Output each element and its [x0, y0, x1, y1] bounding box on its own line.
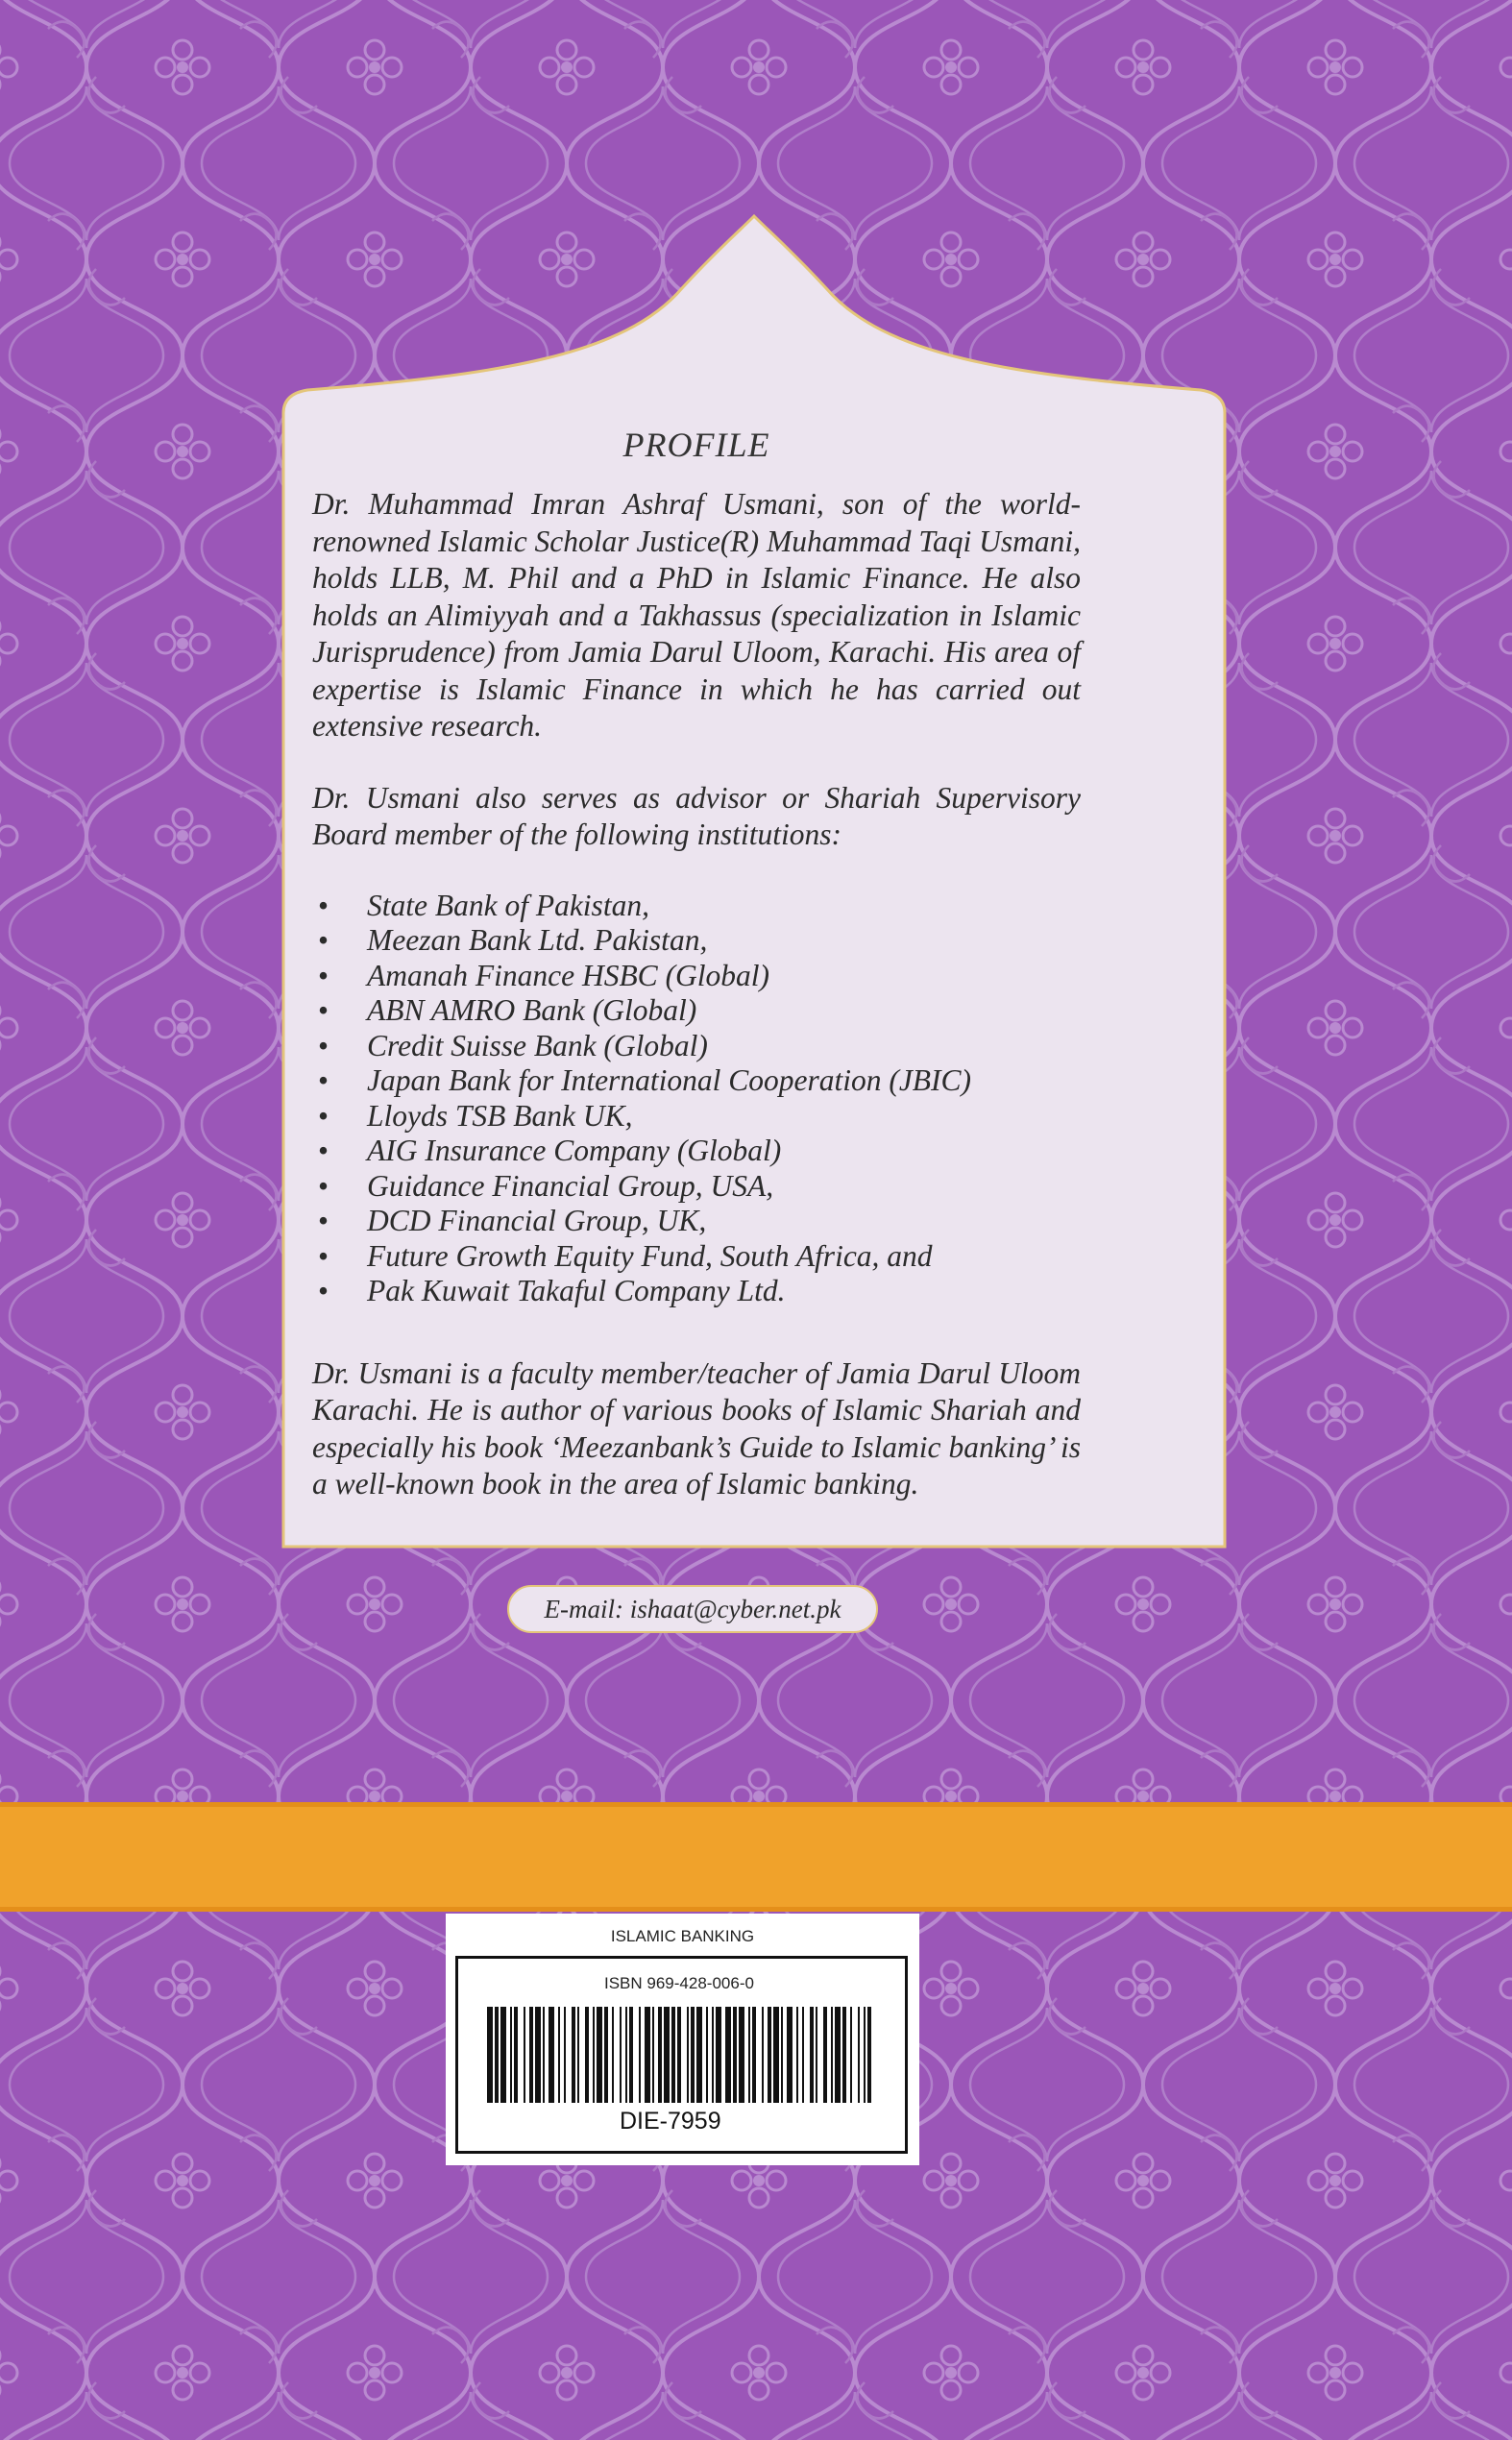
barcode-stripe	[867, 2007, 871, 2103]
barcode-stripe	[768, 2007, 771, 2103]
barcode-icon	[487, 2007, 881, 2103]
list-item: • Amanah Finance HSBC (Global)	[318, 958, 770, 992]
barcode-stripe	[549, 2007, 554, 2103]
barcode-stripe	[495, 2007, 499, 2103]
profile-heading: PROFILE	[622, 426, 770, 464]
barcode-stripe	[739, 2007, 744, 2103]
barcode-stripe	[524, 2007, 525, 2103]
profile-content	[312, 403, 1081, 1538]
list-item: • State Bank of Pakistan,	[318, 888, 649, 922]
barcode-stripe	[810, 2007, 814, 2103]
bullet-icon: •	[318, 923, 329, 957]
bullet-icon: •	[318, 1168, 329, 1203]
barcode-stripe	[696, 2007, 702, 2103]
institutions-list	[312, 889, 1081, 1309]
bullet-icon: •	[318, 888, 329, 922]
barcode-stripe	[510, 2007, 512, 2103]
list-item: • Pak Kuwait Takaful Company Ltd.	[318, 1274, 786, 1307]
barcode-stripe	[593, 2007, 595, 2103]
list-item: • Future Growth Equity Fund, South Africa, and	[318, 1238, 933, 1273]
barcode-stripe	[572, 2007, 575, 2103]
list-item: • ABN AMRO Bank (Global)	[318, 993, 697, 1027]
barcode-stripe	[625, 2007, 627, 2103]
barcode-stripe	[706, 2007, 708, 2103]
barcode-stripe	[831, 2007, 833, 2103]
barcode-stripe	[725, 2007, 731, 2103]
bullet-icon: •	[318, 1274, 329, 1307]
barcode-stripe	[577, 2007, 579, 2103]
barcode-stripe	[658, 2007, 662, 2103]
bullet-icon: •	[318, 993, 329, 1027]
bullet-icon: •	[318, 1028, 329, 1062]
barcode-stripe	[796, 2007, 798, 2103]
barcode-stripe	[620, 2007, 622, 2103]
barcode-label	[446, 1914, 919, 2165]
isbn-text: ISBN 969-428-006-0	[604, 1974, 754, 1992]
barcode-stripe	[500, 2007, 506, 2103]
barcode-stripe	[664, 2007, 670, 2103]
barcode-stripe	[558, 2007, 560, 2103]
barcode-stripe	[487, 2007, 493, 2103]
bullet-icon: •	[318, 1098, 329, 1133]
barcode-stripe	[752, 2007, 756, 2103]
barcode-stripe	[712, 2007, 714, 2103]
barcode-stripe	[762, 2007, 764, 2103]
barcode-stripe	[585, 2007, 589, 2103]
barcode-stripe	[671, 2007, 675, 2103]
list-item: • Lloyds TSB Bank UK,	[318, 1098, 633, 1133]
catalog-code: DIE-7959	[620, 2108, 721, 2135]
barcode-stripe	[733, 2007, 737, 2103]
bullet-icon: •	[318, 1204, 329, 1237]
barcode-stripe	[835, 2007, 841, 2103]
barcode-stripe	[802, 2007, 804, 2103]
barcode-stripe	[629, 2007, 633, 2103]
bullet-icon: •	[318, 1238, 329, 1273]
list-item: • Credit Suisse Bank (Global)	[318, 1028, 708, 1062]
advisory-intro-paragraph: Dr. Usmani also serves as advisor or Shariah Supervisory Board member of the following institutions:	[312, 780, 1081, 851]
list-item: • Guidance Financial Group, USA,	[318, 1168, 774, 1203]
barcode-title: ISLAMIC BANKING	[610, 1927, 755, 1945]
bullet-icon: •	[318, 1063, 329, 1097]
faculty-paragraph: Dr. Usmani is a faculty member/teacher of Jamia Darul Uloom Karachi. He is author of various books of Islamic Shariah and especially his book ‘Meezanbank’s Guide to Islamic banking’ is a well-known book in the area of Islamic banking.	[312, 1355, 1081, 1501]
barcode-stripe	[787, 2007, 793, 2103]
barcode-box	[455, 1956, 908, 2154]
barcode-stripe	[858, 2007, 860, 2103]
barcode-stripe	[864, 2007, 866, 2103]
list-item: • Meezan Bank Ltd. Pakistan,	[318, 923, 708, 957]
barcode-stripe	[823, 2007, 827, 2103]
list-item: • DCD Financial Group, UK,	[318, 1204, 707, 1237]
barcode-stripe	[850, 2007, 852, 2103]
barcode-stripe	[529, 2007, 533, 2103]
barcode-stripe	[639, 2007, 641, 2103]
barcode-stripe	[691, 2007, 695, 2103]
barcode-stripe	[687, 2007, 689, 2103]
barcode-stripe	[543, 2007, 545, 2103]
barcode-stripe	[535, 2007, 541, 2103]
barcode-stripe	[612, 2007, 614, 2103]
email-badge: E-mail: ishaat@cyber.net.pk	[507, 1585, 878, 1633]
barcode-stripe	[781, 2007, 783, 2103]
list-item: • AIG Insurance Company (Global)	[318, 1134, 782, 1167]
barcode-stripe	[716, 2007, 721, 2103]
barcode-stripe	[645, 2007, 650, 2103]
barcode-stripe	[514, 2007, 518, 2103]
bullet-icon: •	[318, 958, 329, 992]
barcode-stripe	[842, 2007, 846, 2103]
barcode-stripe	[773, 2007, 779, 2103]
barcode-stripe	[816, 2007, 817, 2103]
bio-paragraph: Dr. Muhammad Imran Ashraf Usmani, son of the world-renowned Islamic Scholar Justice(R) Muhammad Taqi Usmani, holds LLB, M. Phil and a PhD in Islamic Finance. He also holds an Alimiyyah and a Takhassus (specialization in Islamic Jurisprudence) from Jamia Darul Uloom, Karachi. His area of expertise is Islamic Finance in which he has carried out extensive research.	[312, 487, 1081, 743]
barcode-stripe	[748, 2007, 750, 2103]
orange-band	[0, 1802, 1512, 1912]
barcode-stripe	[597, 2007, 602, 2103]
barcode-stripe	[564, 2007, 566, 2103]
barcode-stripe	[652, 2007, 654, 2103]
bullet-icon: •	[318, 1134, 329, 1167]
barcode-stripe	[677, 2007, 681, 2103]
barcode-stripe	[604, 2007, 608, 2103]
list-item: • Japan Bank for International Cooperation (JBIC)	[318, 1063, 972, 1097]
